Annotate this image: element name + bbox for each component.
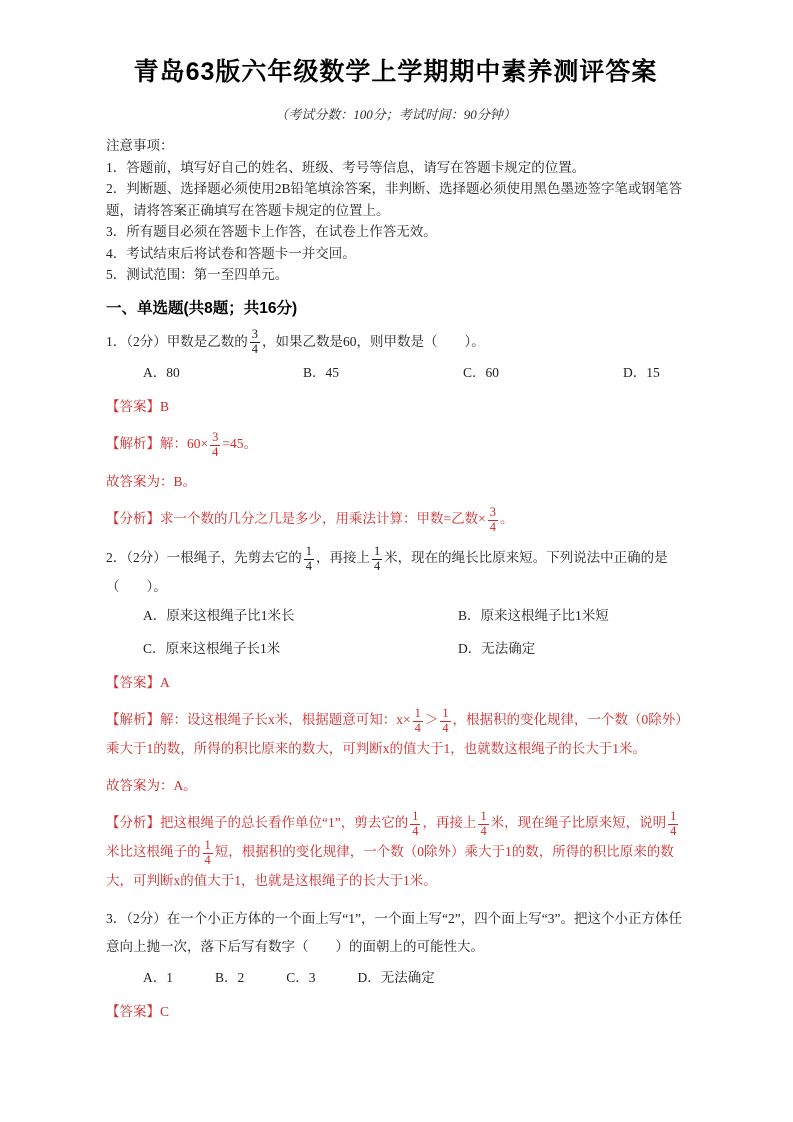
question-3-option-d: D．无法确定 (357, 970, 435, 986)
question-1-option-c: C．60 (463, 365, 500, 381)
question-1 (106, 328, 685, 535)
question-3-option-b: B．2 (215, 970, 245, 986)
question-3-options (106, 967, 685, 989)
question-1-option-d: D．15 (623, 365, 660, 381)
exam-meta-line: （考试分数：100分；考试时间：90分钟） (275, 107, 516, 122)
notice-item-1: 1．答题前，填写好自己的姓名、班级、考号等信息，请写在答题卡规定的位置。 (106, 159, 586, 175)
notice-item-3: 3．所有题目必须在答题卡上作答，在试卷上作答无效。 (106, 224, 437, 239)
fraction: $\frac{1}{4}$ (305, 544, 312, 574)
question-2-analysis: 【分析】把这根绳子的总长看作单位“1”，剪去它的 $\frac{1}{4}$ ，再接上 $\frac{1}{4}$ 米，现在绳子比原来短，说明 $\frac{1}{4}$ 米比这根绳子的 $\frac{1}{4}$ 短，根据积的变化规律，一个数（0除外）乘大于1的数，所得的积比原来的数大，可判断x的值大于1，也就是这根绳子的长大于1米。 (106, 809, 677, 889)
notice-item-5: 5．测试范围：第一至四单元。 (106, 267, 289, 282)
notice-item-2: 2．判断题、选择题必须使用2B铅笔填涂答案，非判断、选择题必须使用黑色墨迹签字笔或钢笔答题，请将答案正确填写在答题卡规定的位置上。 (106, 181, 683, 218)
question-1-option-a: A．80 (143, 365, 180, 381)
question-2-option-a: A．原来这根绳子比1米长 (143, 608, 295, 624)
question-2-explain: 【解析】解：设这根绳子长x米，根据题意可知：x× $\frac{1}{4}$ ＞ $\frac{1}{4}$ ，根据积的变化规律，一个数（0除外）乘大于1的数，所得的积比原来的数大，可判断x的值大于1，也就数这根绳子的长大于1米。 (106, 706, 683, 757)
fraction: $\frac{1}{4}$ (442, 706, 449, 736)
question-3 (106, 905, 685, 1026)
fraction: $\frac{1}{4}$ (373, 544, 381, 574)
question-1-options (106, 362, 685, 384)
question-2-answer: 【答案】A (106, 675, 170, 691)
question-1-answer: 【答案】B (106, 399, 170, 415)
notices-section (106, 135, 685, 286)
fraction: $\frac{1}{4}$ (412, 809, 419, 839)
question-3-answer: 【答案】C (106, 1004, 170, 1020)
question-2-options (106, 605, 685, 660)
question-1-conclusion: 故答案为：B。 (106, 474, 197, 490)
question-3-option-c: C．3 (286, 970, 316, 986)
question-1-stem: 1．（2分）甲数是乙数的 $\frac{3}{4}$ ，如果乙数是60，则甲数是（ ）。 (106, 327, 485, 357)
question-1-explain: 【解析】解：60× $\frac{3}{4}$ =45。 (106, 430, 257, 460)
question-1-analysis: 【分析】求一个数的几分之几是多少，用乘法计算：甲数=乙数× $\frac{3}{4}$ 。 (106, 505, 514, 535)
question-2-option-c: C．原来这根绳子长1米 (143, 641, 281, 657)
fraction: $\frac{3}{4}$ (212, 430, 219, 460)
fraction: $\frac{1}{4}$ (204, 838, 211, 868)
question-3-stem: 3．（2分）在一个小正方体的一个面上写“1”，一个面上写“2”，四个面上写“3”。把这个小正方体任意向上抛一次，落下后写有数字（ ）的面朝上的可能性大。 (106, 911, 682, 955)
question-2-conclusion: 故答案为：A。 (106, 778, 197, 794)
notices-heading: 注意事项： (106, 138, 174, 153)
question-2 (106, 544, 685, 895)
question-3-option-a: A．1 (143, 970, 173, 986)
question-2-option-d: D．无法确定 (458, 641, 536, 657)
fraction: $\frac{1}{4}$ (414, 706, 421, 736)
question-2-option-b: B．原来这根绳子比1米短 (458, 608, 609, 624)
fraction: $\frac{1}{4}$ (480, 809, 487, 839)
question-1-option-b: B．45 (303, 365, 340, 381)
question-2-stem: 2．（2分）一根绳子，先剪去它的 $\frac{1}{4}$ ，再接上 $\frac{1}{4}$ 米，现在的绳长比原来短。下列说法中正确的是（ ）。 (106, 544, 668, 595)
notice-item-4: 4．考试结束后将试卷和答题卡一并交回。 (106, 245, 356, 261)
fraction: $\frac{3}{4}$ (251, 327, 258, 357)
fraction: $\frac{3}{4}$ (489, 505, 496, 535)
page-title: 青岛63版六年级数学上学期期中素养测评答案 (133, 58, 658, 86)
fraction: $\frac{1}{4}$ (670, 809, 677, 839)
section-heading-single-choice: 一、单选题(共8题；共16分) (106, 299, 298, 317)
